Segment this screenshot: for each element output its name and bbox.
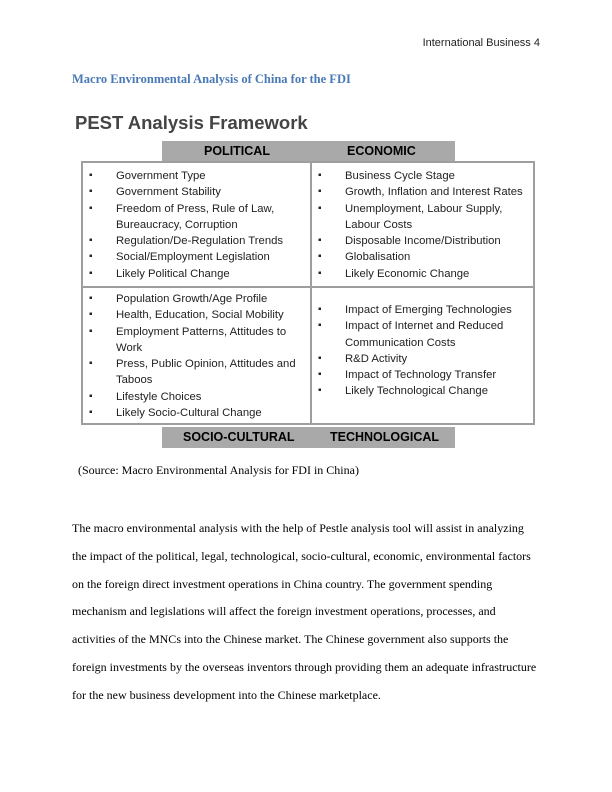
bullet-icon: ▪: [89, 293, 93, 304]
bullet-icon: ▪: [318, 186, 322, 198]
bullet-icon: ▪: [89, 358, 93, 370]
list-item: ▪ Likely Political Change: [85, 266, 307, 282]
bullet-icon: ▪: [318, 352, 322, 364]
paragraph-line: the impact of the political, legal, technological, socio-cultural, economic, environmental factors: [72, 548, 531, 563]
bullet-icon: ▪: [318, 251, 322, 263]
list-item: ▪ Employment Patterns, Attitudes to Work: [89, 325, 287, 354]
bullet-icon: ▪: [318, 235, 322, 247]
label-technological: TECHNOLOGICAL: [330, 430, 440, 444]
bullet-icon: ▪: [89, 202, 93, 214]
body-paragraph: [72, 515, 542, 710]
label-political: POLITICAL: [204, 144, 270, 158]
top-label-band: [162, 141, 455, 162]
source-caption: (Source: Macro Environmental Analysis for FDI in China): [78, 463, 359, 477]
bullet-icon: ▪: [318, 304, 322, 315]
political-list: [85, 168, 307, 282]
grid-divider-vertical: [310, 163, 312, 423]
list-item: ▪ Health, Education, Social Mobility: [85, 307, 307, 323]
economic-list: [314, 168, 536, 282]
list-item: ▪ Lifestyle Choices: [85, 389, 307, 405]
list-item: ▪ Growth, Inflation and Interest Rates: [314, 184, 536, 200]
paragraph-line: foreign investments by the overseas inventors through providing them an adequate infrastructure: [72, 659, 537, 674]
bullet-icon: ▪: [89, 170, 93, 181]
list-item: ▪ Likely Economic Change: [314, 266, 536, 282]
bullet-icon: ▪: [89, 325, 93, 337]
list-item: ▪ Population Growth/Age Profile: [85, 291, 307, 307]
bullet-icon: ▪: [318, 202, 322, 214]
list-item: ▪ Unemployment, Labour Supply, Labour Costs: [318, 202, 503, 231]
list-item: ▪ Impact of Emerging Technologies: [314, 302, 536, 318]
technological-list: [314, 302, 536, 400]
paragraph-line: mechanism and legislations will affect the foreign investment operations, processes, and: [72, 604, 496, 619]
list-item: ▪ Government Type: [85, 168, 307, 184]
bullet-icon: ▪: [89, 407, 93, 419]
figure-title: PEST Analysis Framework: [75, 112, 308, 133]
bullet-icon: ▪: [89, 235, 93, 247]
bullet-icon: ▪: [89, 309, 93, 321]
list-item: ▪ Disposable Income/Distribution: [314, 233, 536, 249]
paragraph-line: on the foreign direct investment operations in China country. The government spending: [72, 576, 493, 591]
bullet-icon: ▪: [318, 267, 322, 279]
bullet-icon: ▪: [318, 385, 322, 397]
section-heading: Macro Environmental Analysis of China for the FDI: [72, 72, 351, 86]
list-item: ▪ Impact of Technology Transfer: [314, 367, 536, 383]
label-economic: ECONOMIC: [347, 144, 416, 158]
grid-divider-horizontal: [83, 286, 533, 288]
paragraph-line: activities of the MNCs into the Chinese market. The Chinese government also supports the: [72, 632, 509, 647]
list-item: ▪ Globalisation: [314, 249, 536, 265]
paragraph-line: The macro environmental analysis with the help of Pestle analysis tool will assist in analyzing: [72, 521, 524, 535]
bullet-icon: ▪: [89, 267, 93, 279]
label-socio-cultural: SOCIO-CULTURAL: [183, 430, 295, 444]
bullet-icon: ▪: [89, 186, 93, 198]
list-item: ▪ R&D Activity: [314, 351, 536, 367]
list-item: ▪ Likely Technological Change: [314, 383, 536, 399]
bullet-icon: ▪: [89, 390, 93, 402]
list-item: ▪ Press, Public Opinion, Attitudes and Taboos: [89, 358, 296, 387]
list-item: ▪ Freedom of Press, Rule of Law, Bureaucracy, Corruption: [89, 202, 275, 231]
running-head: International Business 4: [422, 37, 540, 49]
pest-grid: [81, 161, 535, 425]
list-item: ▪ Impact of Internet and Reduced Communication Costs: [318, 320, 504, 349]
bullet-icon: ▪: [318, 369, 322, 381]
list-item: ▪ Government Stability: [85, 184, 307, 200]
paragraph-line: for the new business development into the Chinese marketplace.: [72, 687, 381, 702]
bottom-label-band: [162, 427, 455, 448]
list-item: ▪ Regulation/De-Regulation Trends: [85, 233, 307, 249]
bullet-icon: ▪: [318, 320, 322, 332]
bullet-icon: ▪: [89, 251, 93, 263]
list-item: ▪ Social/Employment Legislation: [85, 249, 307, 265]
list-item: ▪ Business Cycle Stage: [314, 168, 536, 184]
socio-cultural-list: [85, 291, 307, 421]
list-item: ▪ Likely Socio-Cultural Change: [85, 405, 307, 421]
bullet-icon: ▪: [318, 170, 322, 181]
